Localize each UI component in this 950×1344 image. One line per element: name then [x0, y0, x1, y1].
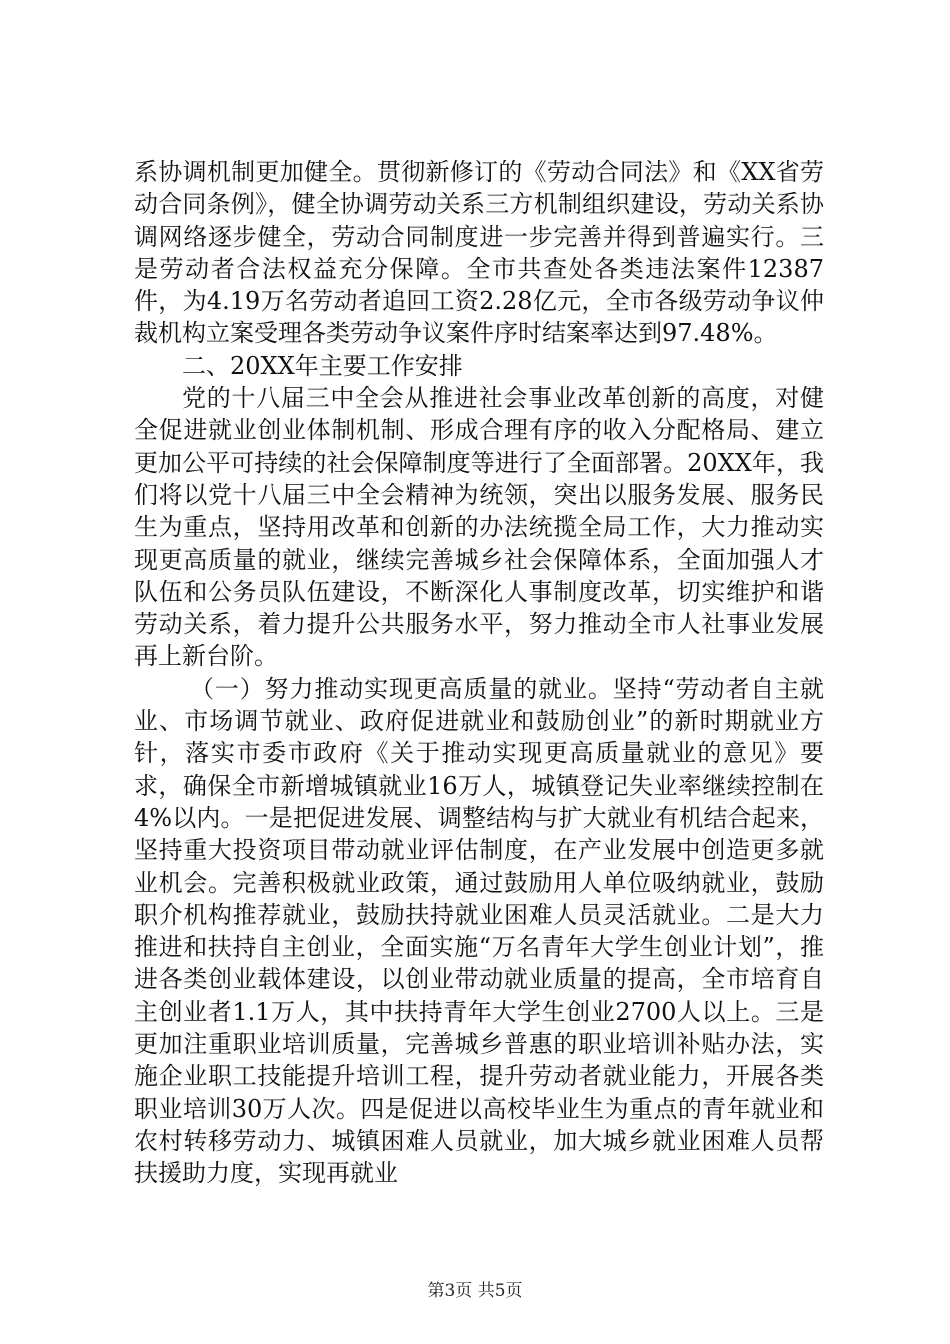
document-body — [134, 156, 824, 1190]
paragraph-continuation: 系协调机制更加健全。贯彻新修订的《劳动合同法》和《XX省劳动合同条例》，健全协调劳动关系三方机制组织建设，劳动关系协调网络逐步健全，劳动合同制度进一步完善并得到普遍实行。三是劳动者合法权益充分保障。全市共查处各类违法案件12387件，为4.19万名劳动者追回工资2.28亿元，全市各级劳动争议仲裁机构立案受理各类劳动争议案件序时结案率达到97.48%。 — [134, 158, 824, 348]
paragraph-employment: （一）努力推动实现更高质量的就业。坚持“劳动者自主就业、市场调节就业、政府促进就业和鼓励创业”的新时期就业方针，落实市委市政府《关于推动实现更高质量就业的意见》要求，确保全市新增城镇就业16万人，城镇登记失业率继续控制在4%以内。一是把促进发展、调整结构与扩大就业有机结合起来，坚持重大投资项目带动就业评估制度，在产业发展中创造更多就业机会。完善积极就业政策，通过鼓励用人单位吸纳就业，鼓励职介机构推荐就业，鼓励扶持就业困难人员灵活就业。二是大力推进和扶持自主创业，全面实施“万名青年大学生创业计划”，推进各类创业载体建设，以创业带动就业质量的提高，全市培育自主创业者1.1万人，其中扶持青年大学生创业2700人以上。三是更加注重职业培训质量，完善城乡普惠的职业培训补贴办法，实施企业职工技能提升培训工程，提升劳动者就业能力，开展各类职业培训30万人次。四是促进以高校毕业生为重点的青年就业和农村转移劳动力、城镇困难人员就业，加大城乡就业困难人员帮扶援助力度，实现再就业 — [134, 674, 824, 1188]
section-heading: 二、20XX年主要工作安排 — [182, 351, 463, 380]
paragraph-intro: 党的十八届三中全会从推进社会事业改革创新的高度，对健全促进就业创业体制机制、形成合理有序的收入分配格局、建立更加公平可持续的社会保障制度等进行了全面部署。20XX年，我们将以党十八届三中全会精神为统领，突出以服务发展、服务民生为重点，坚持用改革和创新的办法统揽全局工作，大力推动实现更高质量的就业，继续完善城乡社会保障体系，全面加强人才队伍和公务员队伍建设，不断深化人事制度改革，切实维护和谐劳动关系，着力提升公共服务水平，努力推动全市人社事业发展再上新台阶。 — [134, 384, 824, 671]
page-footer: 第3页 共5页 — [427, 1281, 523, 1301]
